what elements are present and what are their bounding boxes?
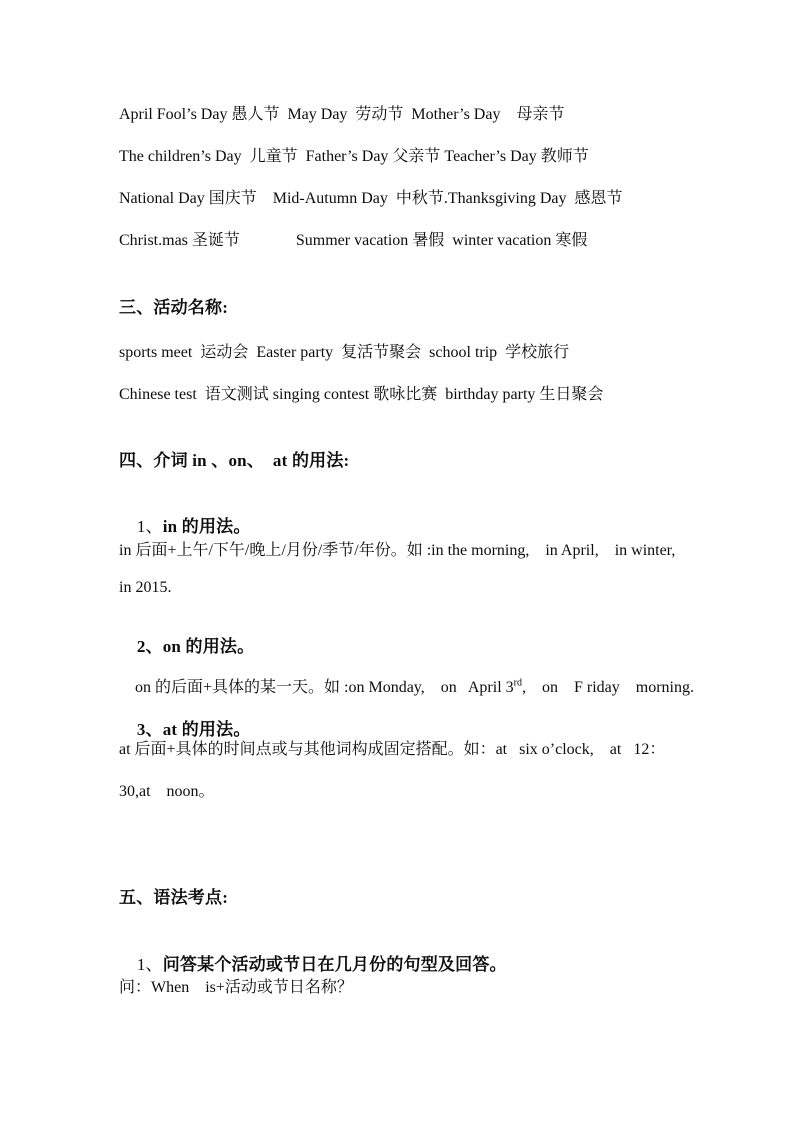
activity-line-sports-easter-trip: sports meet 运动会 Easter party 复活节聚会 school trip 学校旅行 — [119, 344, 570, 361]
question-pattern-line: 问：When is+活动或节日名称？ — [119, 979, 353, 996]
at-usage-heading-number: 3、 — [136, 720, 163, 739]
grammar-point1-number: 1、 — [136, 955, 163, 974]
on-usage-body-pre: on 的后面+具体的某一天。如 :on Monday, on April 3 — [135, 679, 514, 696]
on-usage-body-post: , on F riday morning. — [522, 679, 694, 696]
holiday-line-christmas-vacations: Christ.mas 圣诞节 Summer vacation 暑假 winter vacation 寒假 — [119, 232, 588, 249]
section5-heading-grammar-points: 五、语法考点: — [119, 888, 229, 907]
ordinal-superscript: rd — [513, 677, 522, 689]
holiday-line-national-midautumn-thanksgiving: National Day 国庆节 Mid-Autumn Day 中秋节.Thanksgiving Day 感恩节 — [119, 190, 623, 207]
at-usage-body-line2: 30,at noon。 — [119, 783, 215, 800]
grammar-point1-title: 问答某个活动或节日在几月份的句型及回答。 — [162, 955, 507, 974]
in-usage-body-line2: in 2015. — [119, 579, 172, 596]
activity-line-test-contest-party: Chinese test 语文测试 singing contest 歌咏比赛 birthday party 生日聚会 — [119, 386, 604, 403]
holiday-line-april-may-mother: April Fool’s Day 愚人节 May Day 劳动节 Mother’s Day 母亲节 — [119, 106, 565, 123]
in-usage-body-line1: in 后面+上午/下午/晚上/月份/季节/年份。如 :in the morning, in April, in winter, — [119, 542, 676, 559]
holiday-line-children-father-teacher: The children’s Day 儿童节 Father’s Day 父亲节 Teacher’s Day 教师节 — [119, 148, 589, 165]
section3-heading-activity-names: 三、活动名称: — [119, 298, 229, 317]
at-usage-body-line1: at 后面+具体的时间点或与其他词构成固定搭配。如：at six o’clock, at 12： — [119, 741, 666, 758]
section4-heading-prepositions: 四、介词 in 、on、 at 的用法: — [119, 451, 350, 470]
in-usage-heading-number: 1、 — [136, 517, 163, 536]
at-usage-heading-title: at 的用法。 — [162, 720, 251, 739]
in-usage-heading-title: in 的用法。 — [162, 517, 251, 536]
on-usage-heading-number: 2、 — [136, 637, 163, 656]
on-usage-heading-title: on 的用法。 — [162, 637, 255, 656]
